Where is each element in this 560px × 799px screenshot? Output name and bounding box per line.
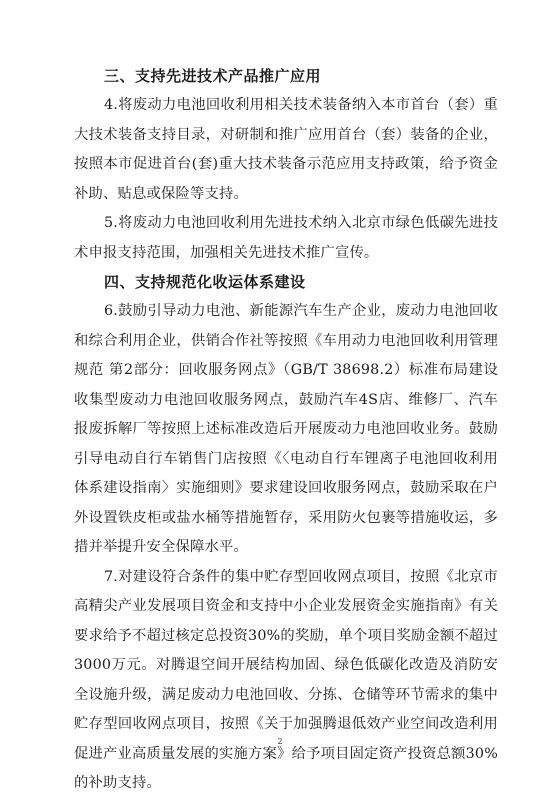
section-heading-3: 三、支持先进技术产品推广应用	[104, 67, 322, 85]
paragraph-5: 5.将废动力电池回收利用先进技术纳入北京市绿色低碳先进技术申报支持范围，加强相关先进技术推广宣传。	[74, 215, 498, 261]
paragraph-7: 7.对建设符合条件的集中贮存型回收网点项目，按照《北京市高精尖产业发展项目资金和支持中小企业发展资金实施指南》有关要求给予不超过核定总投资30%的奖励，单个项目奖励金额不超过3000万元。对腾退空间开展结构加固、绿色低碳化改造及消防安全设施升级，满足废动力电池回收、分拣、仓储等环节需求的集中贮存型回收网点项目，按照《关于加强腾退低效产业空间改造利用促进产业高质量发展的实施方案》给予项目固定资产投资总额30%的补助支持。	[74, 568, 498, 791]
document-body	[74, 62, 498, 799]
section-heading-4: 四、支持规范化收运体系建设	[104, 273, 306, 291]
page-number: 2	[277, 737, 283, 746]
paragraph-6: 6.鼓励引导动力电池、新能源汽车生产企业，废动力电池回收和综合利用企业，供销合作社等按照《车用动力电池回收利用管理规范 第2部分：回收服务网点》（GB/T 38698.2）标准布局建设收集型废动力电池回收服务网点，鼓励汽车4S店、维修厂、汽车报废拆解厂等按照上述标准改造后开展废动力电池回收业务。鼓励引导电动自行车销售门店按照《〈电动自行车锂离子电池回收利用体系建设指南〉实施细则》要求建设回收服务网点，鼓励采取在户外设置铁皮柜或盐水桶等措施暂存，采用防火包裹等措施收运，多措并举提升安全保障水平。	[74, 303, 498, 555]
paragraph-4: 4.将废动力电池回收利用相关技术装备纳入本市首台（套）重大技术装备支持目录，对研制和推广应用首台（套）装备的企业，按照本市促进首台(套)重大技术装备示范应用支持政策，给予资金补助、贴息或保险等支持。	[74, 97, 498, 202]
